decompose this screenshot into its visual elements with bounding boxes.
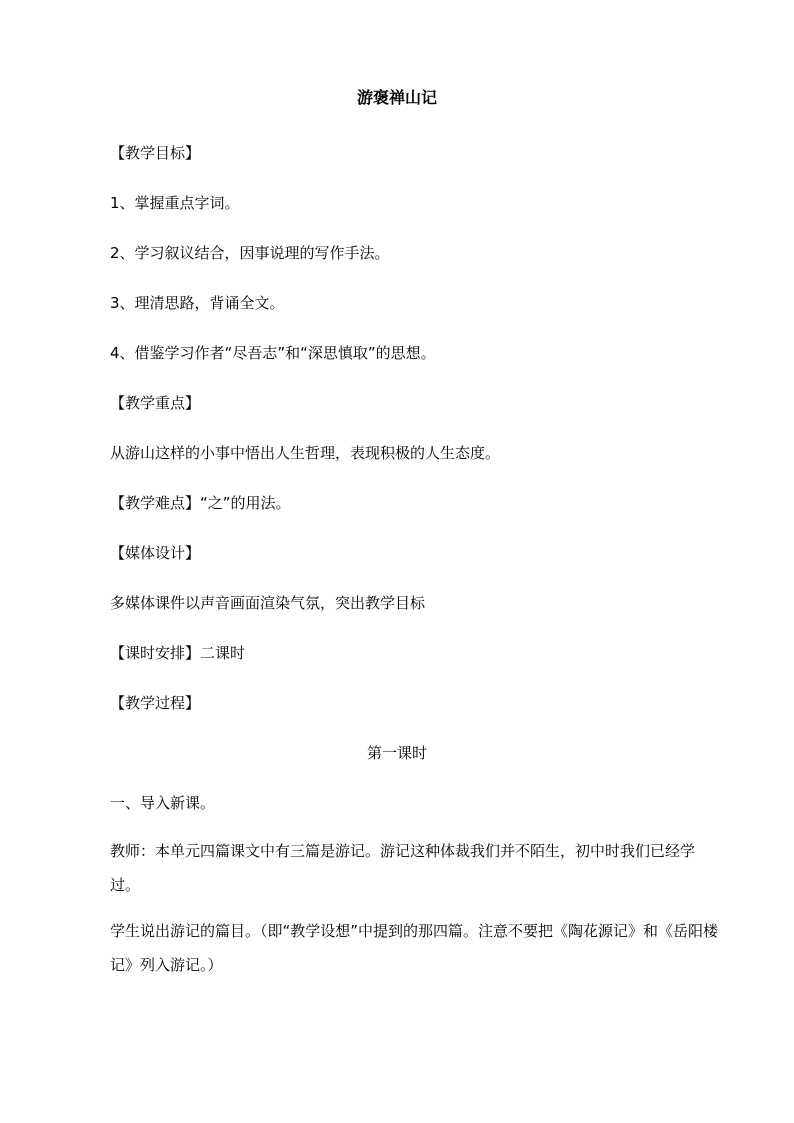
heading-teaching-process: 【教学过程】 — [110, 694, 201, 712]
media-design-text: 多媒体课件以声音画面渲染气氛，突出教学目标 — [110, 594, 426, 612]
section-heading: 第一课时 — [366, 744, 427, 762]
heading-media-design: 【媒体设计】 — [110, 544, 201, 562]
difficult-points: 【教学难点】“之”的用法。 — [110, 494, 291, 512]
step-introduction: 一、导入新课。 — [110, 794, 216, 812]
lesson-schedule: 【课时安排】二课时 — [110, 644, 246, 662]
student-paragraph: 学生说出游记的篇目。（即“教学设想”中提到的那四篇。注意不要把《陶花源记》和《岳阳楼记》列入游记。） — [110, 922, 719, 974]
heading-key-points: 【教学重点】 — [110, 394, 201, 412]
document-title: 游褒禅山记 — [356, 88, 437, 107]
goal-item-3: 3、理清思路，背诵全文。 — [110, 294, 285, 312]
teacher-paragraph: 教师：本单元四篇课文中有三篇是游记。游记这种体裁我们并不陌生，初中时我们已经学过。 — [110, 842, 696, 894]
goal-item-4: 4、借鉴学习作者“尽吾志”和“深思慎取”的思想。 — [110, 344, 436, 362]
key-points-text: 从游山这样的小事中悟出人生哲理，表现积极的人生态度。 — [110, 444, 501, 462]
heading-teaching-goals: 【教学目标】 — [110, 144, 201, 162]
goal-item-1: 1、掌握重点字词。 — [110, 194, 240, 212]
goal-item-2: 2、学习叙议结合，因事说理的写作手法。 — [110, 244, 390, 262]
